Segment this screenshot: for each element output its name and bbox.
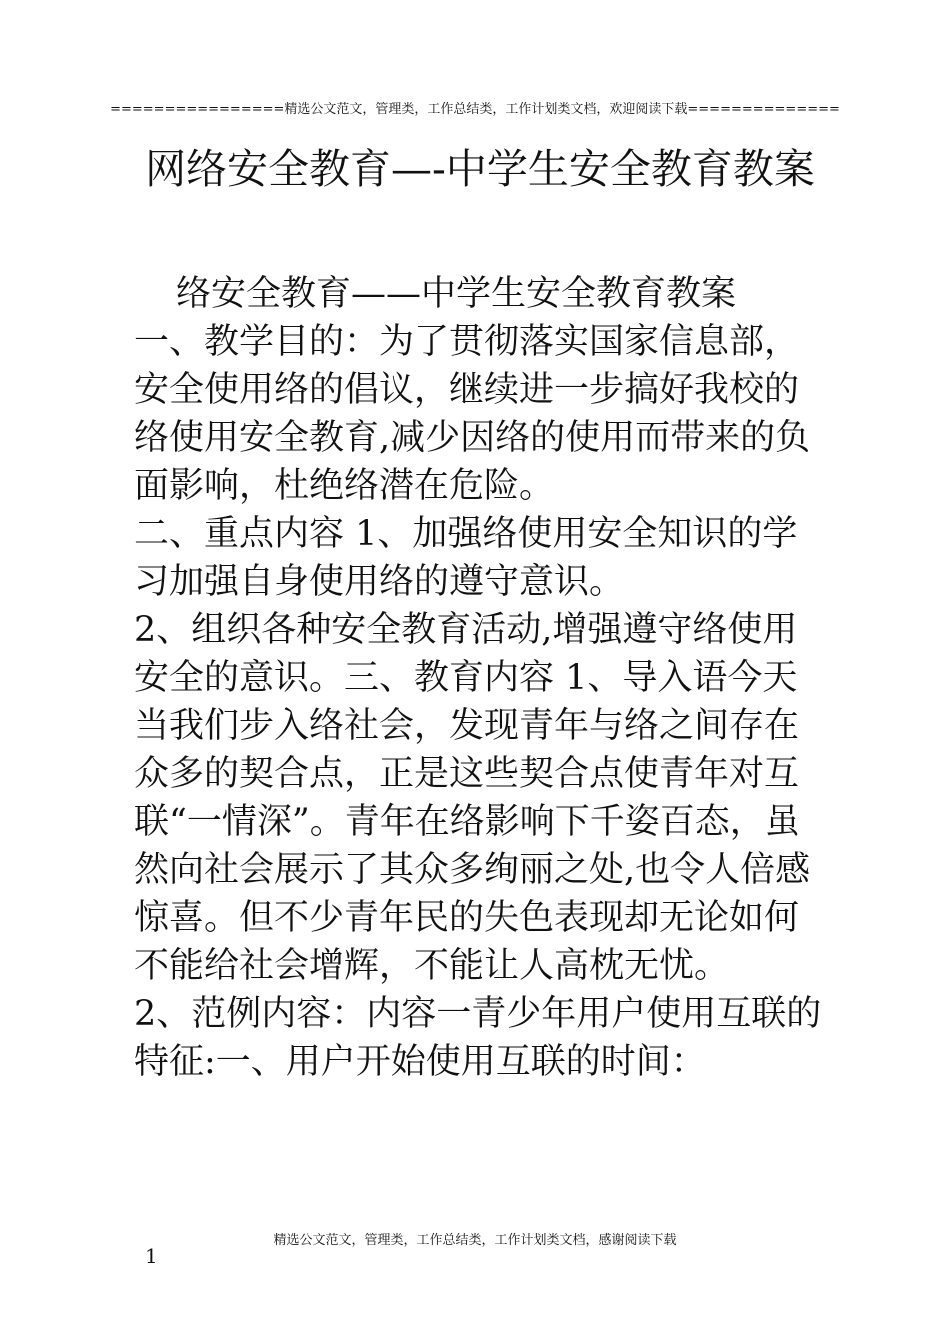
- body-paragraph: 一、教学目的：为了贯彻落实国家信息部，安全使用络的倡议，继续进一步搞好我校的络使用安全教育,减少因络的使用而带来的负面影响，杜绝络潜在危险。: [134, 322, 811, 506]
- body-paragraph: 2、组织各种安全教育活动,增强遵守络使用安全的意识。三、教育内容 1、导入语今天当我们步入络社会，发现青年与络之间存在众多的契合点，正是这些契合点使青年对互联“一情深”。青年在络影响下千姿百态，虽然向社会展示了其众多绚丽之处,也令人倍感惊喜。但不少青年民的失色表现却无论如何不能给社会增辉，不能让人高枕无忧。: [134, 610, 811, 986]
- page-number: 1: [145, 1244, 158, 1268]
- body-paragraph: 二、重点内容 1、加强络使用安全知识的学习加强自身使用络的遵守意识。: [134, 514, 798, 602]
- body-paragraph: 络安全教育——中学生安全教育教案: [176, 274, 737, 314]
- page-footer: 精选公文范文，管理类，工作总结类，工作计划类文档，感谢阅读下载: [273, 1233, 677, 1248]
- body-paragraph: 2、范例内容：内容一青少年用户使用互联的特征:一、用户开始使用互联的时间：: [134, 994, 822, 1082]
- document-body: [134, 270, 824, 1086]
- page-header: ================精选公文范文，管理类，工作总结类，工作计划类文档，欢迎阅读下载==============: [110, 102, 840, 117]
- document-title: 网络安全教育—-中学生安全教育教案: [145, 145, 815, 193]
